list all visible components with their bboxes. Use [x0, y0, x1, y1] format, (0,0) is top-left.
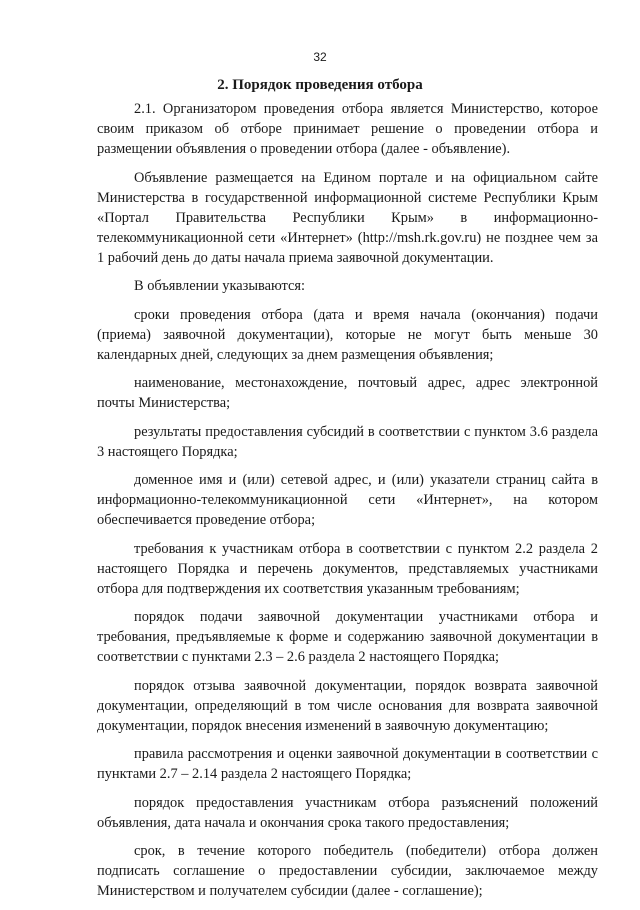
paragraph-announcement-placement: Объявление размещается на Едином портале и на официальном сайте Министерства в государственной информационной системе Республики Крым «Портал Правительства Республики Крым» в информационно-телекоммуникационной сети «Интернет» (http://msh.rk.gov.ru) не позднее чем за 1 рабочий день до даты начала приема заявочной документации. — [97, 169, 598, 266]
list-item-participant-requirements: требования к участникам отбора в соответствии с пунктом 2.2 раздела 2 настоящего Порядка и перечень документов, представляемых участниками отбора для подтверждения их соответствия указанным требованиям; — [97, 540, 598, 597]
list-item-submission-procedure: порядок подачи заявочной документации участниками отбора и требования, предъявляемые к форме и содержанию заявочной документации в соответствии с пунктами 2.3 – 2.6 раздела 2 настоящего Порядка; — [97, 609, 598, 665]
paragraph-organizer: 2.1. Организатором проведения отбора является Министерство, которое своим приказом об отборе принимает решение о проведении отбора и размещении объявления о проведении отбора (далее - объявление). — [97, 101, 598, 157]
list-item-ministry-contacts: наименование, местонахождение, почтовый адрес, адрес электронной почты Министерства; — [97, 375, 598, 411]
list-item-clarifications: порядок предоставления участникам отбора разъяснений положений объявления, дата начала и окончания срока такого предоставления; — [97, 794, 598, 831]
list-item-review-rules: правила рассмотрения и оценки заявочной документации в соответствии с пунктами 2.7 – 2.14 раздела 2 настоящего Порядка; — [97, 746, 598, 782]
document-body — [97, 99, 598, 910]
list-item-domain-name: доменное имя и (или) сетевой адрес, и (или) указатели страниц сайта в информационно-телекоммуникационной сети «Интернет», на котором обеспечивается проведение отбора; — [97, 472, 598, 528]
paragraph-announcement-intro: В объявлении указываются: — [134, 278, 306, 294]
page-number: 32 — [313, 50, 327, 64]
section-title: 2. Порядок проведения отбора — [217, 77, 423, 93]
list-item-agreement-deadline: срок, в течение которого победитель (победители) отбора должен подписать соглашение о предоставлении субсидии, заключаемое между Министерством и получателем субсидии (далее - соглашение); — [97, 843, 598, 899]
list-item-deadlines: сроки проведения отбора (дата и время начала (окончания) подачи (приема) заявочной документации), которые не могут быть меньше 30 календарных дней, следующих за днем размещения объявления; — [97, 306, 598, 363]
list-item-withdrawal-procedure: порядок отзыва заявочной документации, порядок возврата заявочной документации, определяющий в том числе основания для возврата заявочной документации, порядок внесения изменений в заявочную документацию; — [97, 677, 598, 734]
list-item-results: результаты предоставления субсидий в соответствии с пунктом 3.6 раздела 3 настоящего Порядка; — [97, 423, 598, 460]
